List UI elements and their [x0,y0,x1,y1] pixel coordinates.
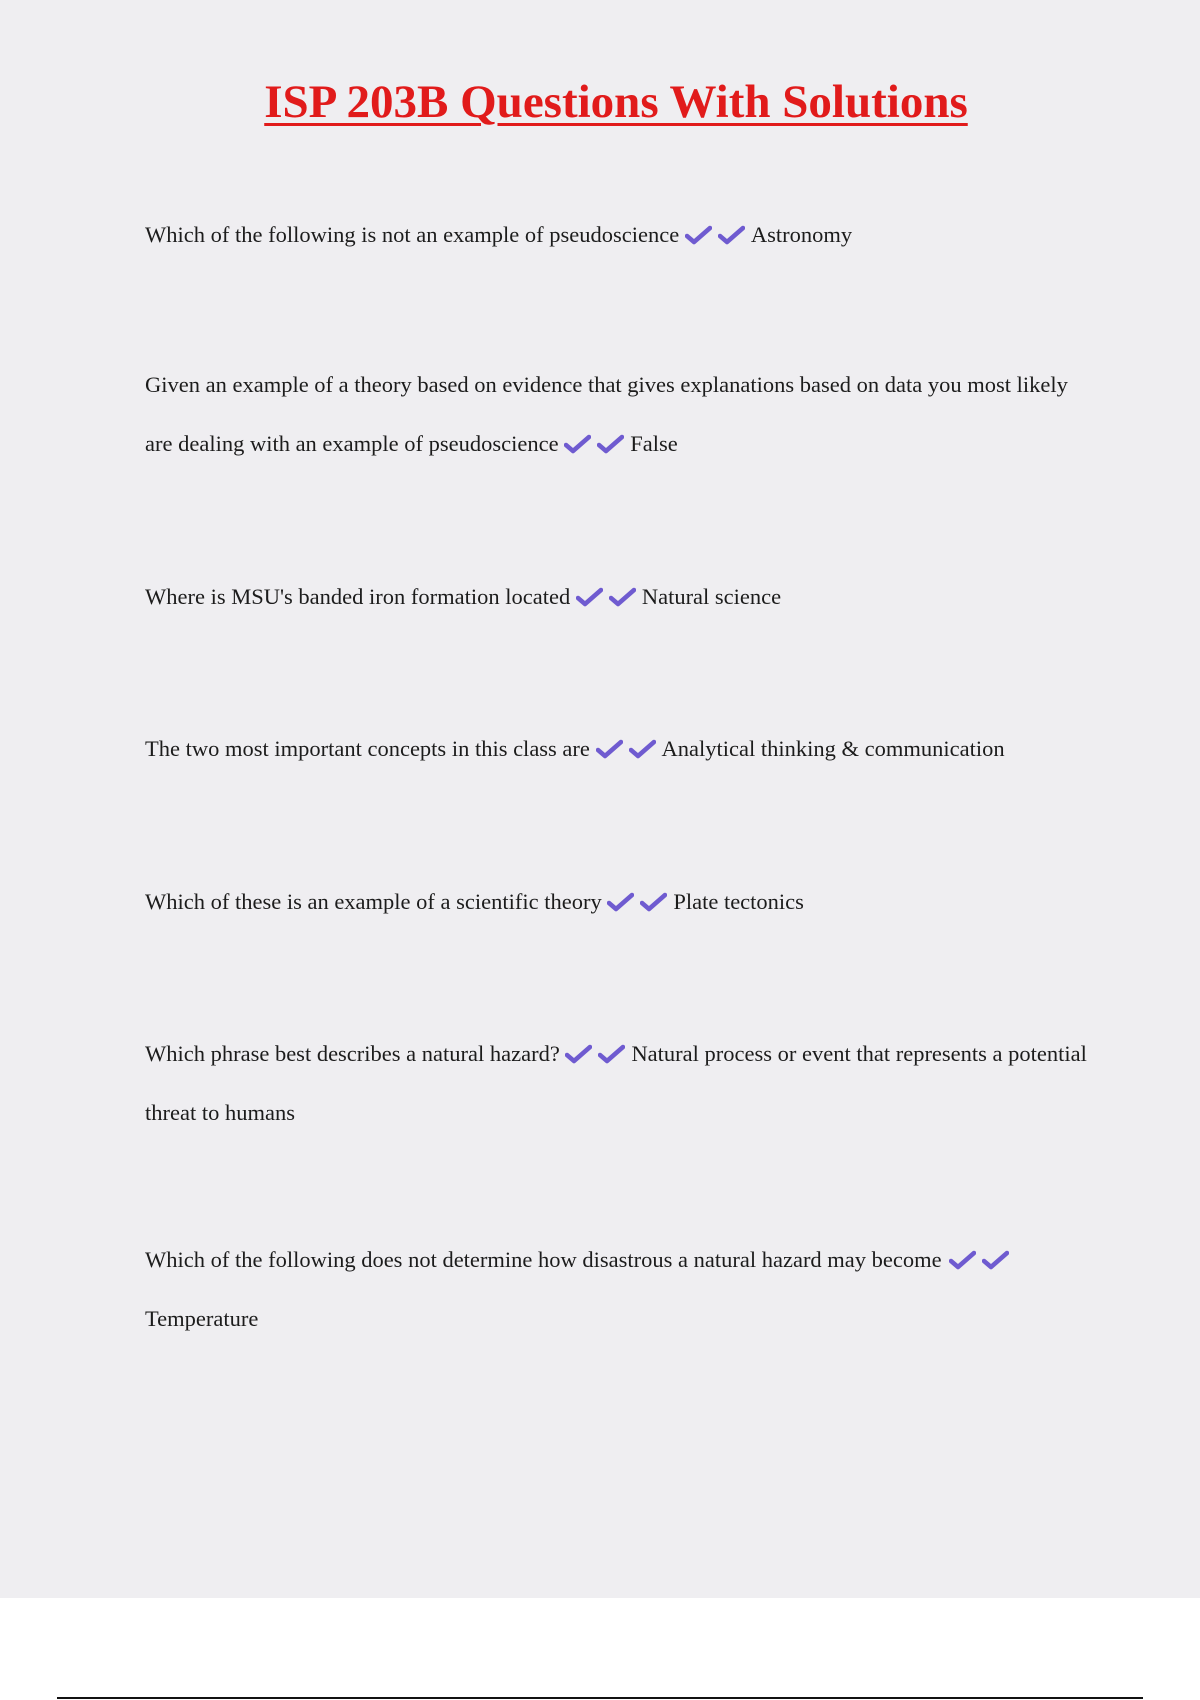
qa-item-4 [145,719,1090,778]
check-icon [607,892,634,912]
answer-text: Analytical thinking & communication [661,736,1005,761]
page-title: ISP 203B Questions With Solutions [264,76,968,128]
qa-item-3 [145,567,1090,626]
check-icon [982,1250,1009,1270]
check-icon [597,434,624,454]
check-icon [629,739,656,759]
check-icon [685,225,712,245]
question-text: Where is MSU's banded iron formation located [145,584,571,609]
question-text: Given an example of a theory based on evidence that gives explanations based on data you most likely are dealing with an example of pseudoscience [145,372,1068,456]
check-icon [609,587,636,607]
answer-text: Natural process or event that represents a potential threat to humans [145,1041,1087,1125]
check-icon [565,1044,592,1064]
check-icon [949,1250,976,1270]
answer-text: Natural science [641,584,782,609]
question-text: The two most important concepts in this class are [145,736,590,761]
question-text: Which of the following does not determine how disastrous a natural hazard may become [145,1247,942,1272]
qa-item-2 [145,355,1090,473]
check-icon [576,587,603,607]
answer-text: Astronomy [750,222,853,247]
check-icon [598,1044,625,1064]
answer-text: False [630,431,678,456]
check-icon [718,225,745,245]
check-icon [596,739,623,759]
answer-text: Plate tectonics [673,889,804,914]
qa-item-5 [145,872,1090,931]
question-text: Which of these is an example of a scientific theory [145,889,602,914]
qa-item-7 [145,1230,1090,1348]
footer-divider [57,1697,1143,1699]
qa-item-1 [145,205,1090,264]
answer-text: Temperature [145,1306,259,1331]
question-text: Which of the following is not an example of pseudoscience [145,222,680,247]
check-icon [640,892,667,912]
qa-item-6 [145,1024,1090,1142]
check-icon [564,434,591,454]
question-text: Which phrase best describes a natural hazard? [145,1041,560,1066]
